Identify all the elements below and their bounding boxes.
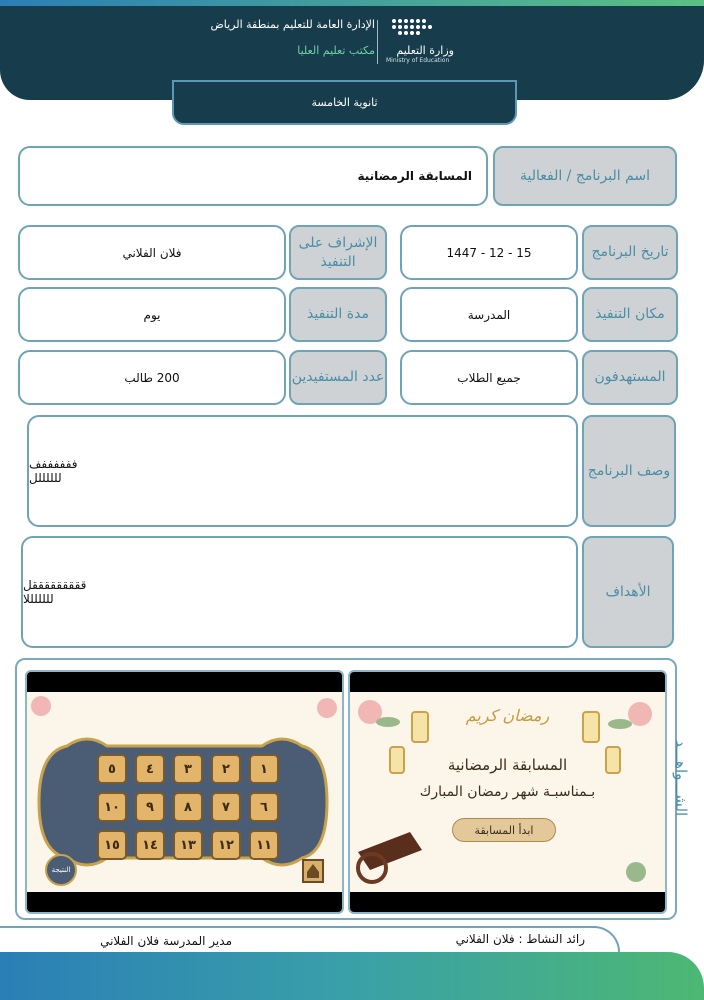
- number-tile[interactable]: ١: [249, 754, 279, 784]
- goals-line-1: قققققققققل: [23, 578, 87, 592]
- place-value: المدرسة: [400, 287, 578, 342]
- slide-1-subtitle: بـمناسبـة شهر رمضان المبارك: [419, 784, 596, 800]
- slide-2-top-bar: [27, 672, 342, 692]
- office-title: مكتب تعليم العليا: [297, 44, 375, 57]
- slide-1-greeting: رمضان كريم: [465, 706, 550, 725]
- admin-title: الإدارة العامة للتعليم بمنطقة الرياض: [210, 18, 375, 31]
- slide-1-bottom-bar: [350, 892, 665, 912]
- number-tile[interactable]: ٦: [249, 792, 279, 822]
- supervision-label: الإشراف على التنفيذ: [289, 225, 387, 280]
- home-icon[interactable]: [303, 860, 323, 882]
- date-label: تاريخ البرنامج: [582, 225, 678, 280]
- number-tile[interactable]: ٢: [211, 754, 241, 784]
- start-competition-button[interactable]: ابدأ المسابقة: [452, 818, 556, 842]
- target-label: المستهدفون: [582, 350, 678, 405]
- description-box: [27, 415, 578, 527]
- number-tile[interactable]: ٧: [211, 792, 241, 822]
- slide-1-top-bar: [350, 672, 665, 692]
- number-tile[interactable]: ١٣: [173, 830, 203, 860]
- goals-box: [21, 536, 578, 648]
- target-value: جميع الطلاب: [400, 350, 578, 405]
- ministry-logo: [386, 16, 458, 68]
- evidence-slide-2: [25, 670, 344, 914]
- goals-line-2: لللللللا: [23, 592, 54, 606]
- number-tile[interactable]: ١٢: [211, 830, 241, 860]
- school-name: ثانوية الخامسة: [172, 80, 517, 125]
- beneficiaries-label: عدد المستفيدين: [289, 350, 387, 405]
- program-name-value: المسابقة الرمضانية: [18, 146, 488, 206]
- program-name-label: اسم البرنامج / الفعالية: [493, 146, 677, 206]
- place-label: مكان التنفيذ: [582, 287, 678, 342]
- number-tile[interactable]: ١٠: [97, 792, 127, 822]
- evidence-label: الشـــواهـــد: [672, 740, 690, 817]
- slide-1-title: المسابقة الرمضانية: [447, 756, 568, 774]
- evidence-slide-1: [348, 670, 667, 914]
- description-label: وصف البرنامج: [582, 415, 676, 527]
- ministry-name-ar: وزارة التعليم: [396, 44, 454, 57]
- ministry-logo-icon: [386, 16, 458, 40]
- number-tile[interactable]: ١٤: [135, 830, 165, 860]
- ministry-name-en: Ministry of Education: [386, 57, 450, 64]
- duration-label: مدة التنفيذ: [289, 287, 387, 342]
- description-line-1: ففففففف: [29, 457, 78, 471]
- beneficiaries-value: 200 طالب: [18, 350, 286, 405]
- supervision-value: فلان الفلاني: [18, 225, 286, 280]
- goals-label: الأهداف: [582, 536, 674, 648]
- number-tile[interactable]: ١٥: [97, 830, 127, 860]
- number-tile[interactable]: ٨: [173, 792, 203, 822]
- slide-2-bottom-bar: [27, 892, 342, 912]
- number-tile[interactable]: ١١: [249, 830, 279, 860]
- number-tile[interactable]: ٥: [97, 754, 127, 784]
- principal-signature: مدير المدرسة فلان الفلاني: [100, 934, 232, 948]
- number-tile[interactable]: ٤: [135, 754, 165, 784]
- result-button[interactable]: النتيجة: [45, 854, 77, 886]
- number-tile[interactable]: ٣: [173, 754, 203, 784]
- date-value: 15 - 12 - 1447: [400, 225, 578, 280]
- header-divider: [377, 20, 378, 64]
- duration-value: يوم: [18, 287, 286, 342]
- footer-band: [0, 952, 704, 1000]
- number-grid: [93, 754, 279, 864]
- number-tile[interactable]: ٩: [135, 792, 165, 822]
- description-line-2: للللللل: [29, 471, 62, 485]
- activity-leader-signature: رائد النشاط : فلان الفلاني: [455, 932, 585, 946]
